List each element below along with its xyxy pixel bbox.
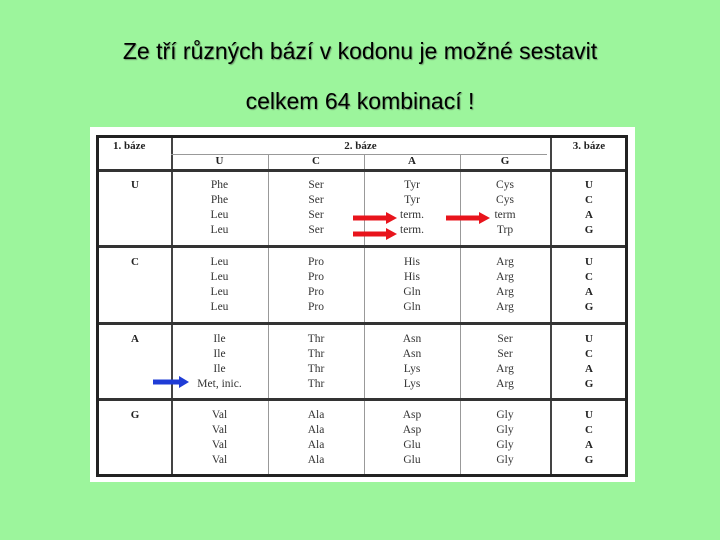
third-base-label: U: [585, 179, 593, 191]
amino-acid-cell: Pro: [308, 256, 324, 268]
amino-acid-cell: Pro: [308, 286, 324, 298]
third-base-label: A: [585, 363, 593, 375]
third-base-label: C: [585, 348, 593, 360]
start-arrow-icon: [152, 375, 190, 389]
amino-acid-cell: Met, inic.: [197, 378, 242, 390]
title-line-2: celkem 64 kombinací !: [245, 88, 475, 114]
amino-acid-cell: term.: [400, 224, 424, 236]
amino-acid-cell: Ser: [497, 333, 513, 345]
amino-acid-cell: Gly: [496, 424, 514, 436]
header-second-c: C: [312, 155, 320, 167]
amino-acid-cell: Val: [211, 424, 228, 436]
amino-acid-cell: Arg: [496, 286, 514, 298]
divider: [99, 322, 625, 325]
header-second-a: A: [408, 155, 416, 167]
amino-acid-cell: Gln: [403, 286, 421, 298]
amino-acid-cell: Arg: [496, 363, 514, 375]
amino-acid-cell: Leu: [210, 271, 229, 283]
amino-acid-cell: Thr: [307, 378, 325, 390]
title-line-1: Ze tří různých bází v kodonu je možné sestavit: [122, 38, 598, 64]
amino-acid-cell: Leu: [210, 209, 229, 221]
amino-acid-cell: Tyr: [404, 194, 420, 206]
amino-acid-cell: Ala: [307, 424, 325, 436]
amino-acid-cell: Ser: [497, 348, 513, 360]
amino-acid-cell: Gly: [496, 454, 514, 466]
third-base-label: G: [584, 301, 594, 313]
amino-acid-cell: Ser: [308, 179, 324, 191]
amino-acid-cell: Leu: [210, 286, 229, 298]
amino-acid-cell: Cys: [496, 194, 514, 206]
amino-acid-cell: Ile: [213, 333, 226, 345]
first-base-label: U: [131, 179, 139, 191]
genetic-code-table-image: [90, 127, 635, 482]
amino-acid-cell: His: [404, 256, 420, 268]
amino-acid-cell: Val: [211, 409, 228, 421]
amino-acid-cell: Ala: [307, 409, 325, 421]
header-first-base: 1. báze: [113, 140, 146, 152]
third-base-label: A: [585, 209, 593, 221]
amino-acid-cell: Arg: [496, 378, 514, 390]
third-base-label: U: [585, 333, 593, 345]
third-base-label: C: [585, 424, 593, 436]
header-second-u: U: [215, 155, 224, 167]
amino-acid-cell: Ser: [308, 224, 324, 236]
divider: [99, 169, 625, 172]
amino-acid-cell: Pro: [308, 301, 324, 313]
third-base-label: C: [585, 271, 593, 283]
amino-acid-cell: Phe: [210, 179, 229, 191]
header-second-g: G: [500, 155, 510, 167]
amino-acid-cell: Lys: [403, 363, 421, 375]
third-base-label: G: [584, 454, 594, 466]
amino-acid-cell: Glu: [403, 439, 421, 451]
third-base-label: C: [585, 194, 593, 206]
amino-acid-cell: Pro: [308, 271, 324, 283]
amino-acid-cell: Val: [211, 439, 228, 451]
amino-acid-cell: Ile: [213, 348, 226, 360]
amino-acid-cell: Arg: [496, 301, 514, 313]
first-base-label: G: [130, 409, 140, 421]
third-base-label: A: [585, 286, 593, 298]
divider: [99, 398, 625, 401]
amino-acid-cell: Ala: [307, 454, 325, 466]
genetic-code-table: [96, 135, 628, 477]
amino-acid-cell: Thr: [307, 333, 325, 345]
amino-acid-cell: Arg: [496, 271, 514, 283]
third-base-label: A: [585, 439, 593, 451]
amino-acid-cell: term: [494, 209, 516, 221]
first-base-label: C: [131, 256, 139, 268]
amino-acid-cell: Gly: [496, 439, 514, 451]
header-third-base: 3. báze: [572, 140, 606, 152]
stop-arrow-icon: [445, 211, 491, 225]
amino-acid-cell: Phe: [210, 194, 229, 206]
amino-acid-cell: Leu: [210, 224, 229, 236]
amino-acid-cell: term.: [400, 209, 424, 221]
amino-acid-cell: Thr: [307, 363, 325, 375]
amino-acid-cell: Ala: [307, 439, 325, 451]
stop-arrow-icon: [352, 227, 398, 241]
amino-acid-cell: Ser: [308, 194, 324, 206]
amino-acid-cell: Trp: [496, 224, 514, 236]
stop-arrow-icon: [352, 211, 398, 225]
amino-acid-cell: Gly: [496, 409, 514, 421]
amino-acid-cell: Asp: [402, 409, 422, 421]
third-base-label: U: [585, 256, 593, 268]
header-second-base: 2. báze: [344, 140, 377, 152]
third-base-label: U: [585, 409, 593, 421]
amino-acid-cell: Asn: [402, 348, 422, 360]
amino-acid-cell: Asn: [402, 333, 422, 345]
amino-acid-cell: His: [404, 271, 420, 283]
amino-acid-cell: Tyr: [404, 179, 420, 191]
amino-acid-cell: Leu: [210, 256, 229, 268]
amino-acid-cell: Leu: [210, 301, 229, 313]
amino-acid-cell: Arg: [496, 256, 514, 268]
amino-acid-cell: Lys: [403, 378, 421, 390]
amino-acid-cell: Glu: [403, 454, 421, 466]
divider: [99, 245, 625, 248]
amino-acid-cell: Thr: [307, 348, 325, 360]
first-base-label: A: [131, 333, 139, 345]
amino-acid-cell: Gln: [403, 301, 421, 313]
third-base-label: G: [584, 378, 594, 390]
third-base-label: G: [584, 224, 594, 236]
amino-acid-cell: Ser: [308, 209, 324, 221]
amino-acid-cell: Ile: [213, 363, 226, 375]
amino-acid-cell: Cys: [496, 179, 514, 191]
amino-acid-cell: Asp: [402, 424, 422, 436]
amino-acid-cell: Val: [211, 454, 228, 466]
